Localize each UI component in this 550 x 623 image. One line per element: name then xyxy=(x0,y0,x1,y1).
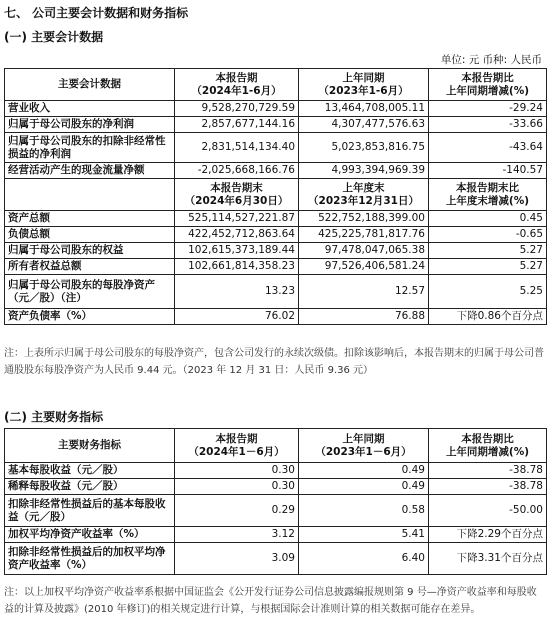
value-cell: 97,526,406,581.24 xyxy=(299,259,429,275)
header-cell: 本报告期比 上年同期增减(%) xyxy=(429,429,547,463)
value-cell: 5,023,853,816.75 xyxy=(299,133,429,163)
section-title: 七、 公司主要会计数据和财务指标 xyxy=(4,6,189,20)
value-cell: 76.88 xyxy=(299,309,429,325)
row-label: 经营活动产生的现金流量净额 xyxy=(5,163,175,179)
header-cell: 主要会计数据 xyxy=(5,69,175,101)
header-cell: 主要财务指标 xyxy=(5,429,175,463)
table-row xyxy=(5,101,547,117)
row-label: 归属于母公司股东的每股净资产（元／股）（注） xyxy=(5,275,175,309)
note-roe: 注：以上加权平均净资产收益率系根据中国证监会《公开发行证券公司信息披露编报规则第 9 号—净资产收益率和每股收益的计算及披露》(2010 年修订)的相关规定进行计算，与根据国际会计准则计算的相关数据可能存在差异。 xyxy=(4,587,537,615)
row-label: 归属于母公司股东的净利润 xyxy=(5,117,175,133)
change-cell: 0.45 xyxy=(429,211,547,227)
note-net-assets: 注：上表所示归属于母公司股东的每股净资产，包含公司发行的永续次级债。扣除该影响后，本报告期末的归属于母公司普通股股东每股净资产为人民币 9.44 元。（2023 年 12 月 31 日：人民币 9.36 元） xyxy=(4,348,544,376)
row-label: 归属于母公司股东的权益 xyxy=(5,243,175,259)
value-cell: 102,615,373,189.44 xyxy=(175,243,299,259)
value-cell: 0.49 xyxy=(299,463,429,479)
table-row xyxy=(5,133,547,163)
header-cell: 上年同期 （2023年1-6月） xyxy=(299,69,429,101)
value-cell: 0.49 xyxy=(299,479,429,495)
header-cell: 上年同期 （2023年1－6月） xyxy=(299,429,429,463)
table-row xyxy=(5,275,547,309)
table-header-row xyxy=(5,69,547,101)
table-row xyxy=(5,227,547,243)
table-subheader-row xyxy=(5,179,547,211)
change-cell: 5.27 xyxy=(429,259,547,275)
row-label: 扣除非经常性损益后的加权平均净资产收益率（%） xyxy=(5,543,175,575)
value-cell: -2,025,668,166.76 xyxy=(175,163,299,179)
value-cell: 525,114,527,221.87 xyxy=(175,211,299,227)
table-row xyxy=(5,543,547,575)
accounting-data-table xyxy=(4,68,547,325)
value-cell: 0.30 xyxy=(175,463,299,479)
value-cell: 0.58 xyxy=(299,495,429,527)
header-cell xyxy=(5,179,175,211)
table-row xyxy=(5,163,547,179)
row-label: 营业收入 xyxy=(5,101,175,117)
change-cell: 下降0.86个百分点 xyxy=(429,309,547,325)
row-label: 资产负债率（%） xyxy=(5,309,175,325)
change-cell: 下降2.29个百分点 xyxy=(429,527,547,543)
value-cell: 13.23 xyxy=(175,275,299,309)
change-cell: -33.66 xyxy=(429,117,547,133)
value-cell: 4,993,394,969.39 xyxy=(299,163,429,179)
change-cell: -0.65 xyxy=(429,227,547,243)
value-cell: 12.57 xyxy=(299,275,429,309)
row-label: 基本每股收益（元／股） xyxy=(5,463,175,479)
value-cell: 13,464,708,005.11 xyxy=(299,101,429,117)
table-row xyxy=(5,495,547,527)
table-row xyxy=(5,309,547,325)
table-row xyxy=(5,479,547,495)
header-cell: 本报告期末 （2024年6月30日） xyxy=(175,179,299,211)
value-cell: 3.09 xyxy=(175,543,299,575)
sub-title-financial-indicators: (二) 主要财务指标 xyxy=(4,410,104,424)
value-cell: 9,528,270,729.59 xyxy=(175,101,299,117)
header-cell: 本报告期比 上年同期增减(%) xyxy=(429,69,547,101)
change-cell: -50.00 xyxy=(429,495,547,527)
value-cell: 76.02 xyxy=(175,309,299,325)
header-cell: 上年度末 （2023年12月31日） xyxy=(299,179,429,211)
value-cell: 4,307,477,576.63 xyxy=(299,117,429,133)
value-cell: 6.40 xyxy=(299,543,429,575)
row-label: 归属于母公司股东的扣除非经常性损益的净利润 xyxy=(5,133,175,163)
row-label: 稀释每股收益（元／股） xyxy=(5,479,175,495)
change-cell: -38.78 xyxy=(429,479,547,495)
value-cell: 102,661,814,358.23 xyxy=(175,259,299,275)
row-label: 所有者权益总额 xyxy=(5,259,175,275)
value-cell: 0.30 xyxy=(175,479,299,495)
value-cell: 0.29 xyxy=(175,495,299,527)
change-cell: 5.27 xyxy=(429,243,547,259)
value-cell: 2,857,677,144.16 xyxy=(175,117,299,133)
change-cell: -29.24 xyxy=(429,101,547,117)
financial-indicators-table xyxy=(4,428,547,575)
change-cell: -38.78 xyxy=(429,463,547,479)
table-row xyxy=(5,527,547,543)
header-cell: 本报告期 （2024年1－6月） xyxy=(175,429,299,463)
row-label: 资产总额 xyxy=(5,211,175,227)
change-cell: -43.64 xyxy=(429,133,547,163)
table-row xyxy=(5,259,547,275)
value-cell: 425,225,781,817.76 xyxy=(299,227,429,243)
value-cell: 97,478,047,065.38 xyxy=(299,243,429,259)
change-cell: 下降3.31个百分点 xyxy=(429,543,547,575)
change-cell: 5.25 xyxy=(429,275,547,309)
table-row xyxy=(5,243,547,259)
header-cell: 本报告期 （2024年1-6月） xyxy=(175,69,299,101)
header-cell: 本报告期末比 上年度末增减(%) xyxy=(429,179,547,211)
row-label: 扣除非经常性损益后的基本每股收益（元／股） xyxy=(5,495,175,527)
change-cell: -140.57 xyxy=(429,163,547,179)
row-label: 负债总额 xyxy=(5,227,175,243)
value-cell: 3.12 xyxy=(175,527,299,543)
value-cell: 5.41 xyxy=(299,527,429,543)
sub-title-accounting-data: (一) 主要会计数据 xyxy=(4,30,104,44)
unit-currency-text: 单位: 元 币种: 人民币 xyxy=(440,54,542,66)
table-row xyxy=(5,463,547,479)
value-cell: 522,752,188,399.00 xyxy=(299,211,429,227)
table-header-row xyxy=(5,429,547,463)
row-label: 加权平均净资产收益率（%） xyxy=(5,527,175,543)
value-cell: 2,831,514,134.40 xyxy=(175,133,299,163)
value-cell: 422,452,712,863.64 xyxy=(175,227,299,243)
table-row xyxy=(5,211,547,227)
table-row xyxy=(5,117,547,133)
